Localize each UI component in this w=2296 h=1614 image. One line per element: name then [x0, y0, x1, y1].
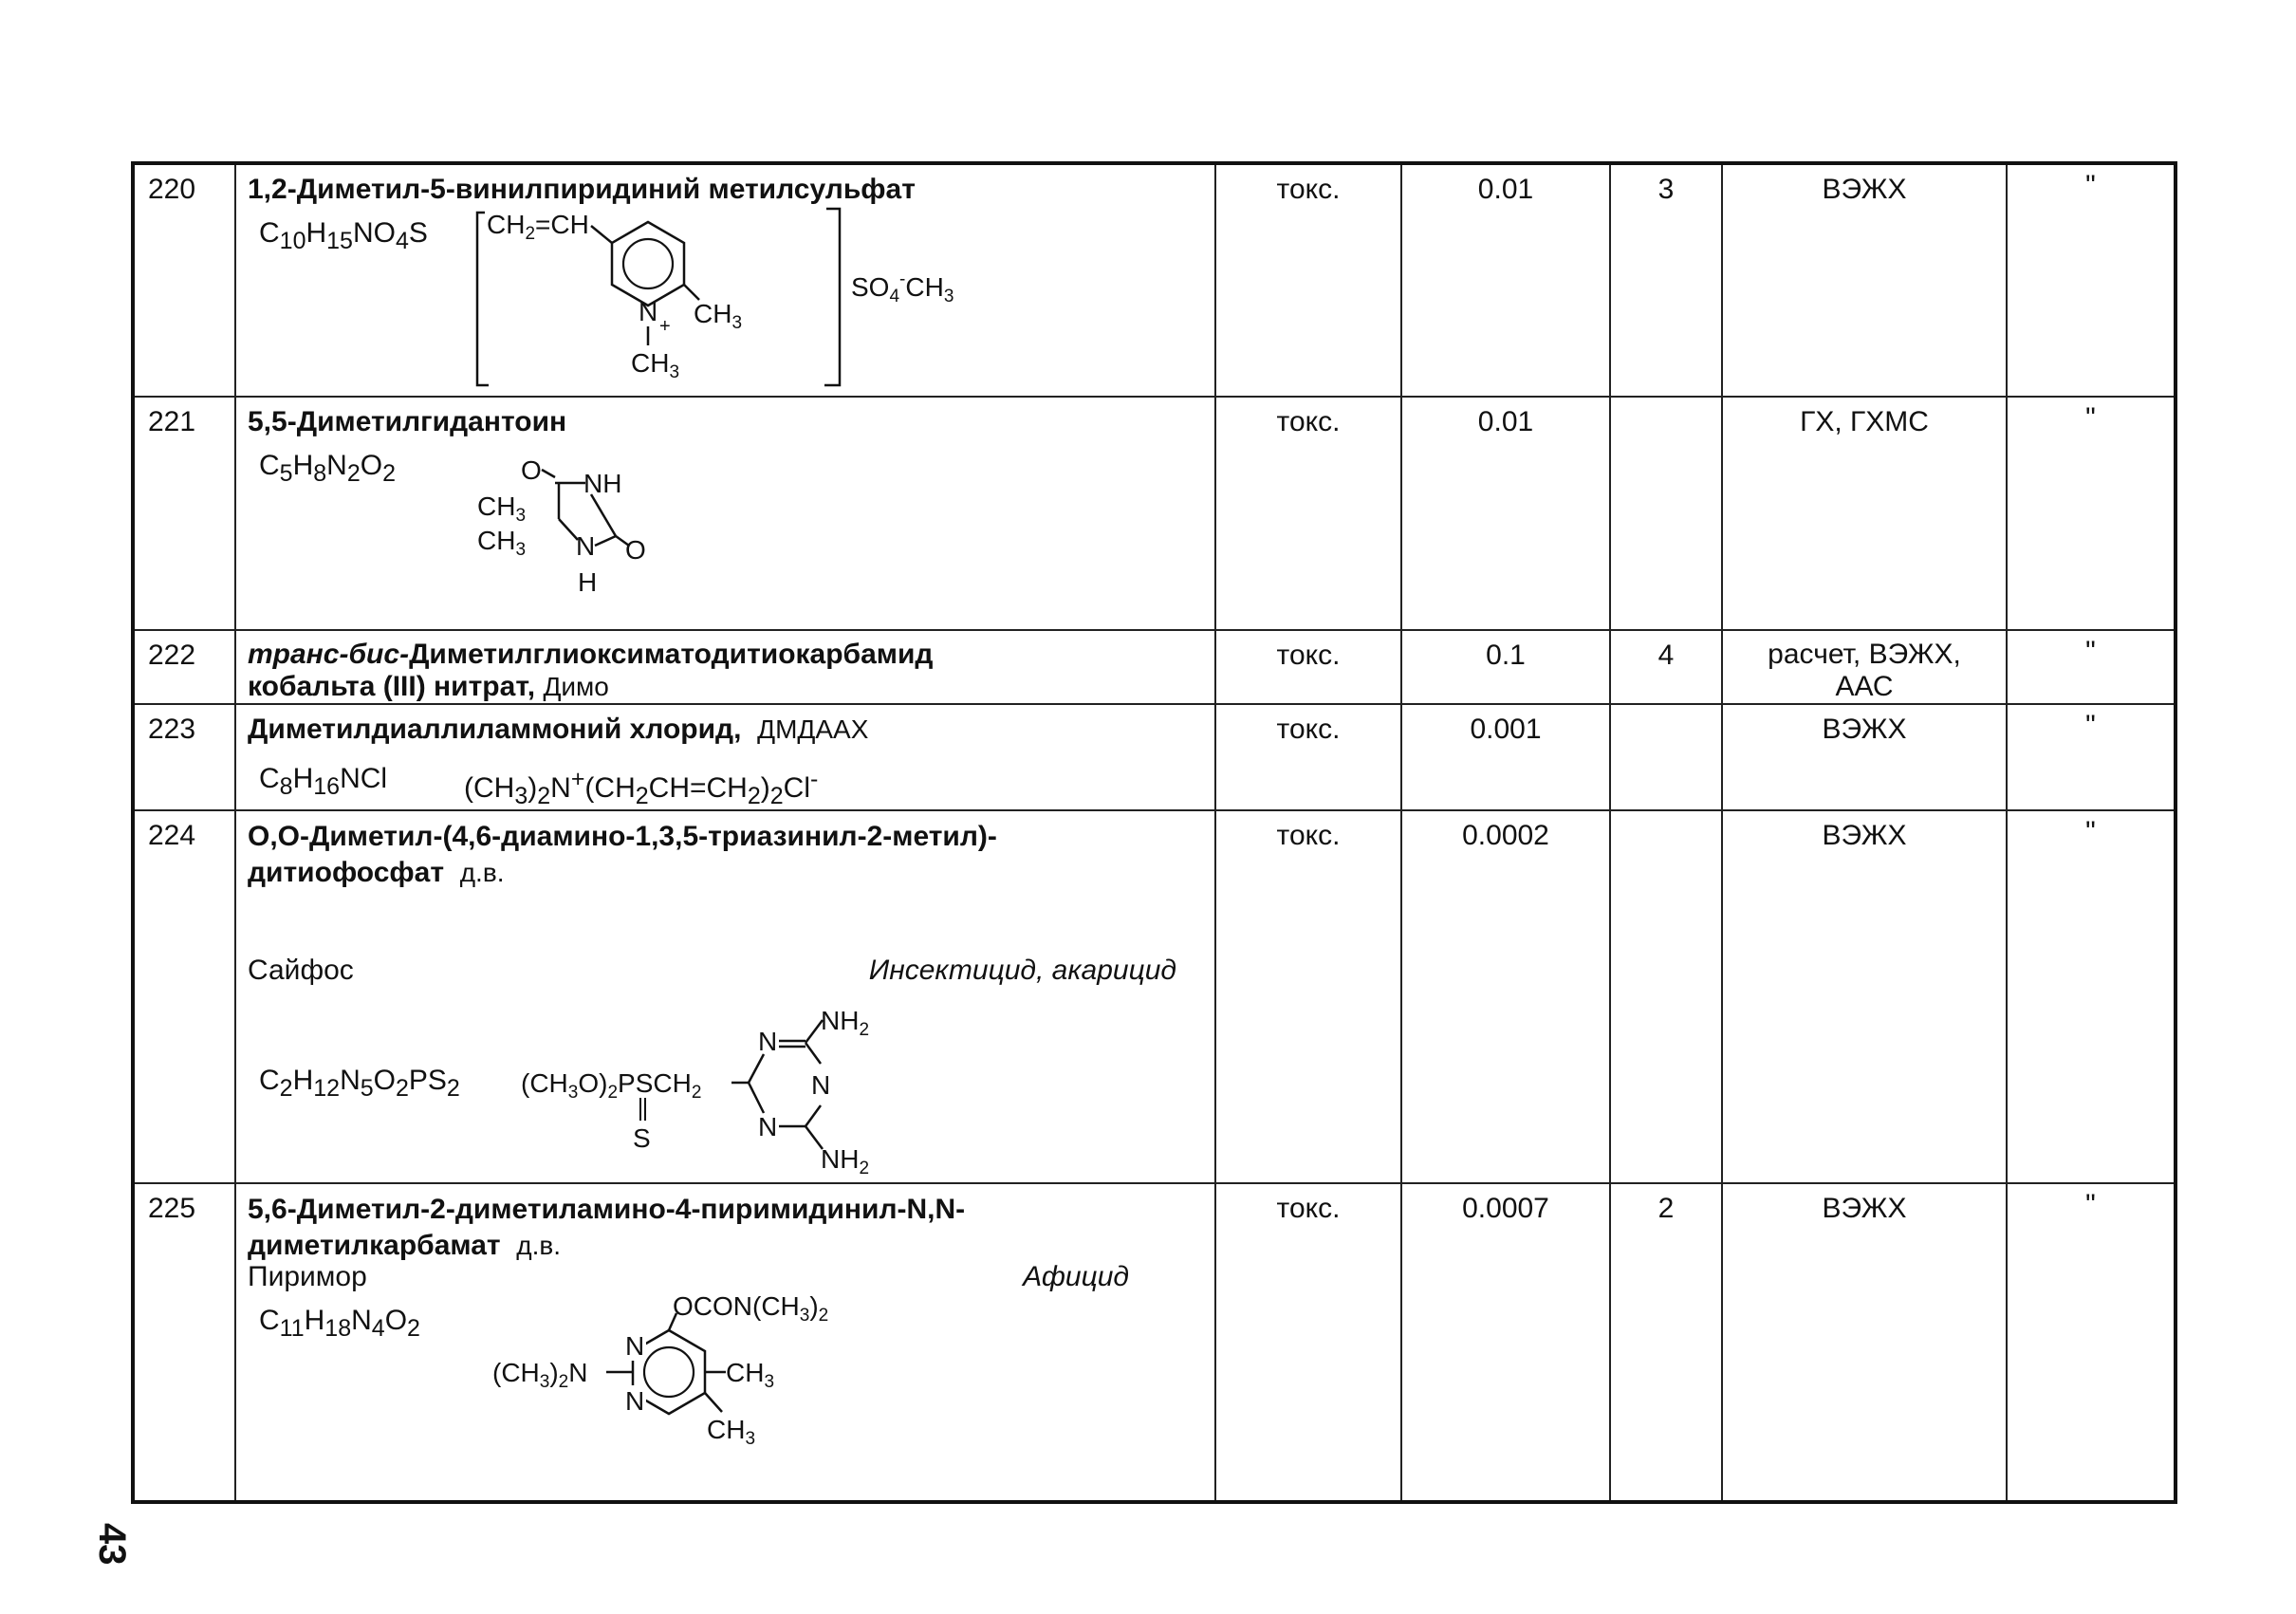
trade-abbrev: ДМДААХ — [757, 714, 869, 744]
analysis-method: ВЭЖХ — [1722, 704, 2007, 810]
analysis-method: ВЭЖХ — [1722, 810, 2007, 1183]
svg-text:N: N — [625, 1331, 645, 1361]
svg-text:CH3: $CH_3$ — [694, 299, 743, 333]
structural-formula: $(CH_3)_2N^+(CH_2CH=CH_2)_2Cl^-$ — [464, 766, 819, 809]
hazard-kind: токс. — [1215, 630, 1401, 704]
svg-text:CH3: $CH_3$ — [631, 348, 680, 382]
svg-text:NH2: $NH_2$ — [821, 1006, 870, 1040]
table-row — [133, 810, 2176, 1183]
limit-value: 0.0002 — [1401, 810, 1610, 1183]
substance-name: 1,2-Диметил-5-винилпиридиний метилсульфат — [248, 174, 916, 205]
name-prefix: транс-бис- — [248, 639, 410, 670]
limit-value: 0.1 — [1401, 630, 1610, 704]
ditto-mark: " — [2007, 163, 2176, 397]
hazard-kind: токс. — [1215, 163, 1401, 397]
substance-name — [236, 705, 1214, 747]
row-number: 225 — [133, 1183, 235, 1502]
svg-text:N: N — [576, 531, 596, 561]
substance-name: 5,5-Диметилгидантоин — [248, 406, 567, 437]
hazard-class — [1610, 810, 1722, 1183]
hazard-class: 4 — [1610, 630, 1722, 704]
table-row — [133, 630, 2176, 704]
molecular-formula: $C_5H_8N_2O_2$ — [259, 450, 396, 487]
table-row — [133, 1183, 2176, 1502]
name-line-2: диметилкарбамат — [248, 1230, 501, 1261]
hazard-kind: токс. — [1215, 810, 1401, 1183]
analysis-method: ГХ, ГХМС — [1722, 397, 2007, 630]
hazard-class — [1610, 704, 1722, 810]
structural-formula — [521, 1007, 1014, 1178]
method-line-1: расчет, ВЭЖХ, — [1768, 639, 1961, 670]
hazard-kind: токс. — [1215, 704, 1401, 810]
name-line-2: дитиофосфат — [248, 857, 445, 888]
svg-text:CH3: $CH_3$ — [477, 526, 527, 560]
substance-name — [236, 1184, 1214, 1264]
svg-text:N: N — [758, 1027, 778, 1056]
svg-text:(CH3)2N: $(CH_3)_2N$ — [492, 1358, 588, 1392]
name-line-1: О,О-Диметил-(4,6-диамино-1,3,5-триазинил-2-метил)- — [248, 821, 997, 852]
svg-text:H: H — [578, 567, 598, 597]
trade-name: Сайфос — [248, 955, 354, 986]
substance-name — [236, 811, 1214, 891]
usage-label: Афицид — [1023, 1261, 1129, 1292]
name-line-2: кобальта (III) нитрат, — [248, 671, 536, 702]
page-number: 43 — [91, 1523, 133, 1566]
trade-abbrev: Димо — [543, 672, 609, 701]
molecular-formula: $C_8H_{16}NCl$ — [259, 763, 388, 800]
table-row — [133, 163, 2176, 397]
hazard-class — [1610, 397, 1722, 630]
ditto-mark: " — [2007, 397, 2176, 630]
svg-text:CH3: $CH_3$ — [707, 1415, 756, 1449]
name-line-1: 5,6-Диметил-2-диметиламино-4-пиримидинил-N,N- — [248, 1194, 966, 1225]
svg-text:O: O — [521, 455, 542, 485]
molecular-formula: $C_{11}H_{18}N_4O_2$ — [259, 1305, 420, 1342]
svg-text:N: N — [811, 1070, 831, 1100]
hazard-kind: токс. — [1215, 1183, 1401, 1502]
svg-text:CH3: $CH_3$ — [477, 492, 527, 526]
substance-cell — [235, 810, 1215, 1183]
limit-value: 0.01 — [1401, 163, 1610, 397]
ditto-mark: " — [2007, 630, 2176, 704]
ditto-mark: " — [2007, 810, 2176, 1183]
row-number: 221 — [133, 397, 235, 630]
substance-table — [131, 161, 2177, 1504]
structural-formula — [492, 1291, 929, 1484]
analysis-method: ВЭЖХ — [1722, 1183, 2007, 1502]
svg-text:O: O — [625, 535, 646, 565]
svg-text:NH2: $NH_2$ — [821, 1144, 870, 1178]
svg-text:NH: NH — [583, 469, 622, 498]
svg-text:S: S — [633, 1123, 651, 1153]
trade-name: Пиримор — [248, 1261, 367, 1292]
molecular-formula: $C_2H_{12}N_5O_2PS_2$ — [259, 1065, 460, 1102]
substance-cell — [235, 163, 1215, 397]
svg-text:N: N — [758, 1112, 778, 1141]
structural-formula — [473, 205, 954, 395]
limit-value: 0.001 — [1401, 704, 1610, 810]
hazard-class: 3 — [1610, 163, 1722, 397]
ditto-mark: " — [2007, 1183, 2176, 1502]
table-row — [133, 397, 2176, 630]
row-number: 223 — [133, 704, 235, 810]
method-line-2: ААС — [1835, 671, 1894, 702]
svg-text:CH2=CH: $CH_2=CH$ — [487, 210, 589, 244]
status-label: д.в. — [516, 1231, 562, 1260]
limit-value: 0.01 — [1401, 397, 1610, 630]
name-text: Диметилдиаллиламмоний хлорид, — [248, 714, 742, 745]
table-row — [133, 704, 2176, 810]
substance-cell — [235, 630, 1215, 704]
hazard-class: 2 — [1610, 1183, 1722, 1502]
svg-text:N: N — [639, 297, 658, 326]
hazard-kind: токс. — [1215, 397, 1401, 630]
svg-text:SO4-CH3: $SO_4^-CH_3$ — [851, 269, 954, 306]
name-line-1: Диметилглиоксиматодитиокарбамид — [409, 639, 934, 670]
svg-text:N: N — [625, 1386, 645, 1416]
usage-label: Инсектицид, акарицид — [868, 955, 1176, 986]
svg-text:OCON(CH3)2: $OCON(CH_3)_2$ — [673, 1291, 829, 1326]
row-number: 222 — [133, 630, 235, 704]
svg-text:(CH3O)2PSCH2: $(CH_3O)_2PSCH_2$ — [521, 1068, 702, 1103]
status-label: д.в. — [459, 858, 505, 887]
substance-cell — [235, 1183, 1215, 1502]
substance-name — [236, 631, 1214, 703]
svg-text:CH3: $CH_3$ — [726, 1358, 775, 1392]
limit-value: 0.0007 — [1401, 1183, 1610, 1502]
molecular-formula: $C_{10}H_{15}NO_4S$ — [259, 217, 428, 254]
svg-text:+: + — [659, 316, 671, 337]
substance-cell — [235, 397, 1215, 630]
row-number: 224 — [133, 810, 235, 1183]
structural-formula — [473, 453, 701, 623]
analysis-method — [1722, 630, 2007, 704]
row-number: 220 — [133, 163, 235, 397]
substance-cell — [235, 704, 1215, 810]
analysis-method: ВЭЖХ — [1722, 163, 2007, 397]
ditto-mark: " — [2007, 704, 2176, 810]
